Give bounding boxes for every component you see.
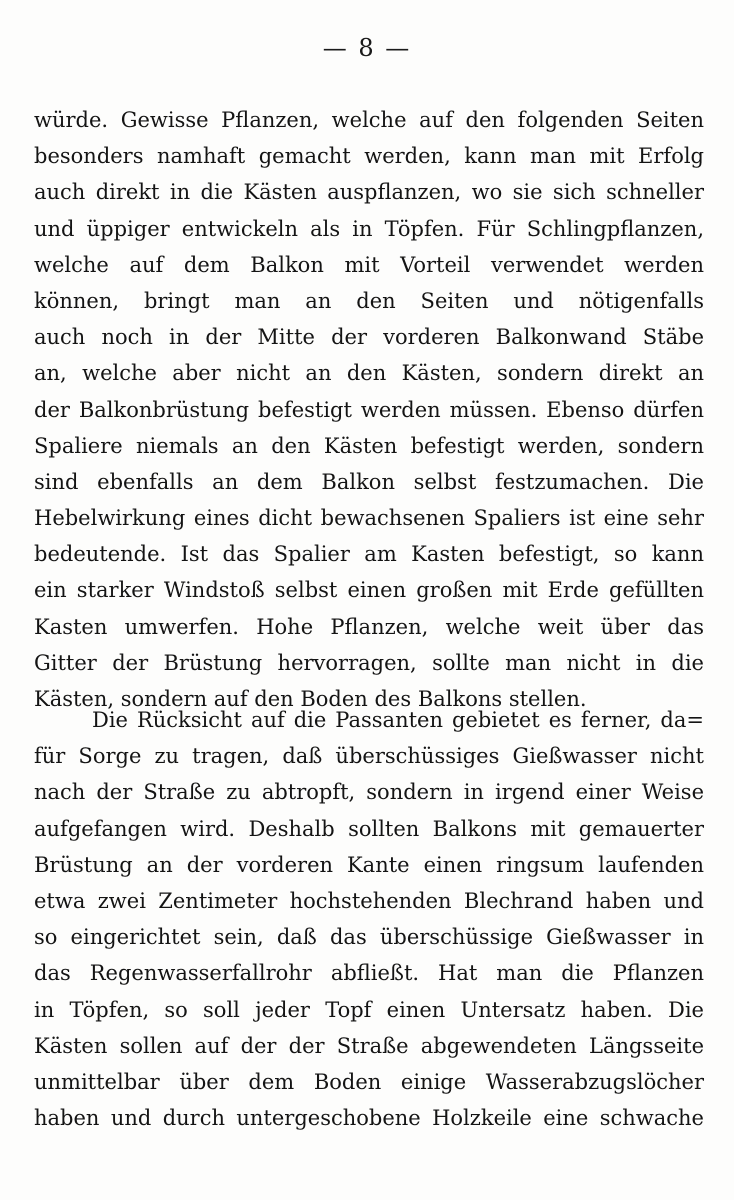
- text-line: an, welche aber nicht an den Kästen, sondern direkt an: [34, 361, 704, 386]
- text-line: bedeutende. Ist das Spalier am Kasten befestigt, so kann: [34, 542, 704, 567]
- text-line: haben und durch untergeschobene Holzkeile eine schwache: [34, 1106, 704, 1131]
- text-line: ein starker Windstoß selbst einen großen mit Erde gefüllten: [34, 578, 704, 603]
- text-line: Hebelwirkung eines dicht bewachsenen Spaliers ist eine sehr: [34, 506, 704, 531]
- text-line: in Töpfen, so soll jeder Topf einen Untersatz haben. Die: [34, 997, 704, 1022]
- text-line: Kästen sollen auf der der Straße abgewendeten Längsseite: [34, 1033, 704, 1058]
- text-line: würde. Gewisse Pflanzen, welche auf den folgenden Seiten: [34, 108, 704, 132]
- text-line: auch direkt in die Kästen auspflanzen, wo sie sich schneller: [34, 180, 704, 205]
- text-line: auch noch in der Mitte der vorderen Balkonwand Stäbe: [34, 325, 704, 350]
- text-line: sind ebenfalls an dem Balkon selbst festzumachen. Die: [34, 469, 704, 494]
- text-line: unmittelbar über dem Boden einige Wasserabzugslöcher: [34, 1069, 704, 1094]
- text-line: welche auf dem Balkon mit Vorteil verwendet werden: [34, 252, 704, 277]
- text-line: Brüstung an der vorderen Kante einen ringsum laufenden: [34, 852, 704, 877]
- text-line: Gitter der Brüstung hervorragen, sollte man nicht in die: [34, 650, 704, 675]
- text-line: das Regenwasserfallrohr abfließt. Hat man die Pflanzen: [34, 961, 704, 986]
- text-line: Spaliere niemals an den Kästen befestigt werden, sondern: [34, 433, 704, 458]
- text-line: so eingerichtet sein, daß das überschüssige Gießwasser in: [34, 925, 704, 950]
- text-line: nach der Straße zu abtropft, sondern in irgend einer Weise: [34, 780, 704, 805]
- text-line: und üppiger entwickeln als in Töpfen. Für Schlingpflanzen,: [34, 216, 704, 241]
- text-line: Kasten umwerfen. Hohe Pflanzen, welche weit über das: [34, 614, 704, 639]
- page-number: — 8 —: [322, 34, 412, 62]
- text-line: aufgefangen wird. Deshalb sollten Balkons mit gemauerter: [34, 816, 704, 841]
- text-line: etwa zwei Zentimeter hochstehenden Blechrand haben und: [34, 888, 704, 913]
- text-line: für Sorge zu tragen, daß überschüssiges Gießwasser nicht: [34, 744, 704, 769]
- paragraph-2: [34, 702, 704, 1136]
- text-line: Die Rücksicht auf die Passanten gebietet es ferner, da=: [92, 708, 704, 732]
- text-line: Kästen, sondern auf den Boden des Balkons stellen.: [34, 687, 587, 711]
- text-line: der Balkonbrüstung befestigt werden müssen. Ebenso dürfen: [34, 397, 704, 422]
- text-line: können, bringt man an den Seiten und nötigenfalls: [34, 288, 704, 313]
- text-line: besonders namhaft gemacht werden, kann man mit Erfolg: [34, 144, 704, 169]
- paragraph-1: [34, 102, 704, 717]
